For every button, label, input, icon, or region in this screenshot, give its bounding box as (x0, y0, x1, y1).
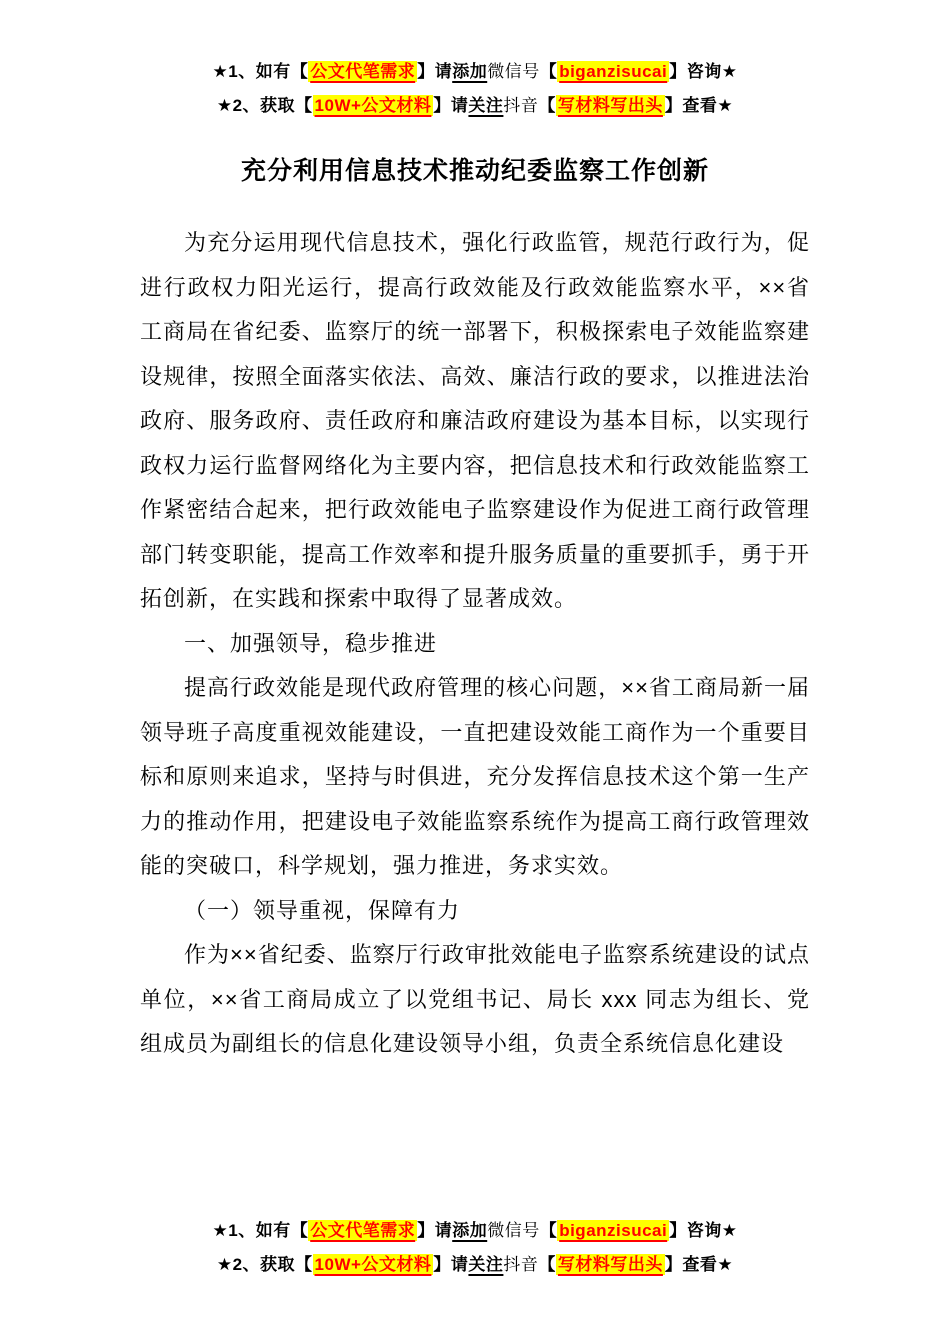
promo-material-tag: 10W+公文材料 (314, 96, 432, 115)
header-promo (0, 0, 950, 123)
body-paragraph-2: 提高行政效能是现代政府管理的核心问题，××省工商局新一届领导班子高度重视效能建设，一直把建设效能工商作为一个重要目标和原则来追求，坚持与时俱进，充分发挥信息技术这个第一生产力的推动作用，把建设电子效能监察系统作为提高工商行政管理效能的突破口，科学规划，强力推进，务求实效。 (140, 675, 810, 878)
footer-promo (0, 1214, 950, 1282)
promo-service-tag: 公文代笔需求 (310, 62, 416, 81)
promo-bracket-2: 【 (538, 96, 556, 115)
promo-mid-1a: 】请 (417, 62, 453, 81)
section-heading-1: 一、加强领导，稳步推进 (184, 630, 438, 656)
promo-line-2 (0, 89, 950, 123)
promo-suffix-1: 】咨询★ (669, 1221, 738, 1240)
subsection-heading-1: （一）领导重视，保障有力 (184, 897, 461, 923)
promo-bracket-1: 【 (539, 62, 558, 81)
promo-mid-1a: 】请 (417, 1221, 453, 1240)
promo-action-add: 添加 (452, 1221, 488, 1240)
promo-line-1 (0, 1214, 950, 1248)
promo-suffix-2: 】查看★ (664, 96, 734, 115)
promo-bracket-2: 【 (538, 1255, 556, 1274)
promo-channel-douyin: 抖音 (503, 1255, 539, 1274)
promo-wechat-id: biganzisucai (559, 62, 668, 81)
promo-mid-2a: 】请 (433, 96, 469, 115)
promo-prefix-1: ★1、如有【 (212, 1221, 309, 1240)
document-title: 充分利用信息技术推动纪委监察工作创新 (240, 157, 709, 185)
promo-action-follow: 关注 (468, 96, 504, 115)
promo-douyin-id: 写材料写出头 (557, 1255, 663, 1274)
promo-prefix-2: ★2、获取【 (216, 1255, 313, 1274)
document-body (0, 221, 950, 1067)
promo-service-tag: 公文代笔需求 (310, 1221, 416, 1240)
promo-channel-wechat: 微信号 (487, 1221, 540, 1240)
promo-mid-2a: 】请 (433, 1255, 469, 1274)
promo-channel-douyin: 抖音 (503, 96, 539, 115)
promo-action-add: 添加 (452, 62, 488, 81)
promo-channel-wechat: 微信号 (487, 62, 540, 81)
promo-material-tag: 10W+公文材料 (314, 1255, 432, 1274)
promo-action-follow: 关注 (468, 1255, 504, 1274)
promo-suffix-1: 】咨询★ (669, 62, 738, 81)
promo-suffix-2: 】查看★ (664, 1255, 734, 1274)
promo-bracket-1: 【 (539, 1221, 558, 1240)
promo-prefix-2: ★2、获取【 (216, 96, 313, 115)
promo-line-2 (0, 1248, 950, 1282)
promo-wechat-id: biganzisucai (559, 1221, 668, 1240)
body-paragraph-1: 为充分运用现代信息技术，强化行政监管，规范行政行为，促进行政权力阳光运行，提高行政效能及行政效能监察水平，××省工商局在省纪委、监察厅的统一部署下，积极探索电子效能监察建设规律，按照全面落实依法、高效、廉洁行政的要求，以推进法治政府、服务政府、责任政府和廉洁政府建设为基本目标，以实现行政权力运行监督网络化为主要内容，把信息技术和行政效能监察工作紧密结合起来，把行政效能电子监察建设作为促进工商行政管理部门转变职能，提高工作效率和提升服务质量的重要抓手，勇于开拓创新，在实践和探索中取得了显著成效。 (140, 230, 810, 611)
body-paragraph-3: 作为××省纪委、监察厅行政审批效能电子监察系统建设的试点单位，××省工商局成立了以党组书记、局长 xxx 同志为组长、党组成员为副组长的信息化建设领导小组，负责全系统信息化建设 (140, 942, 810, 1056)
promo-prefix-1: ★1、如有【 (212, 62, 309, 81)
promo-douyin-id: 写材料写出头 (557, 96, 663, 115)
promo-line-1 (0, 55, 950, 89)
